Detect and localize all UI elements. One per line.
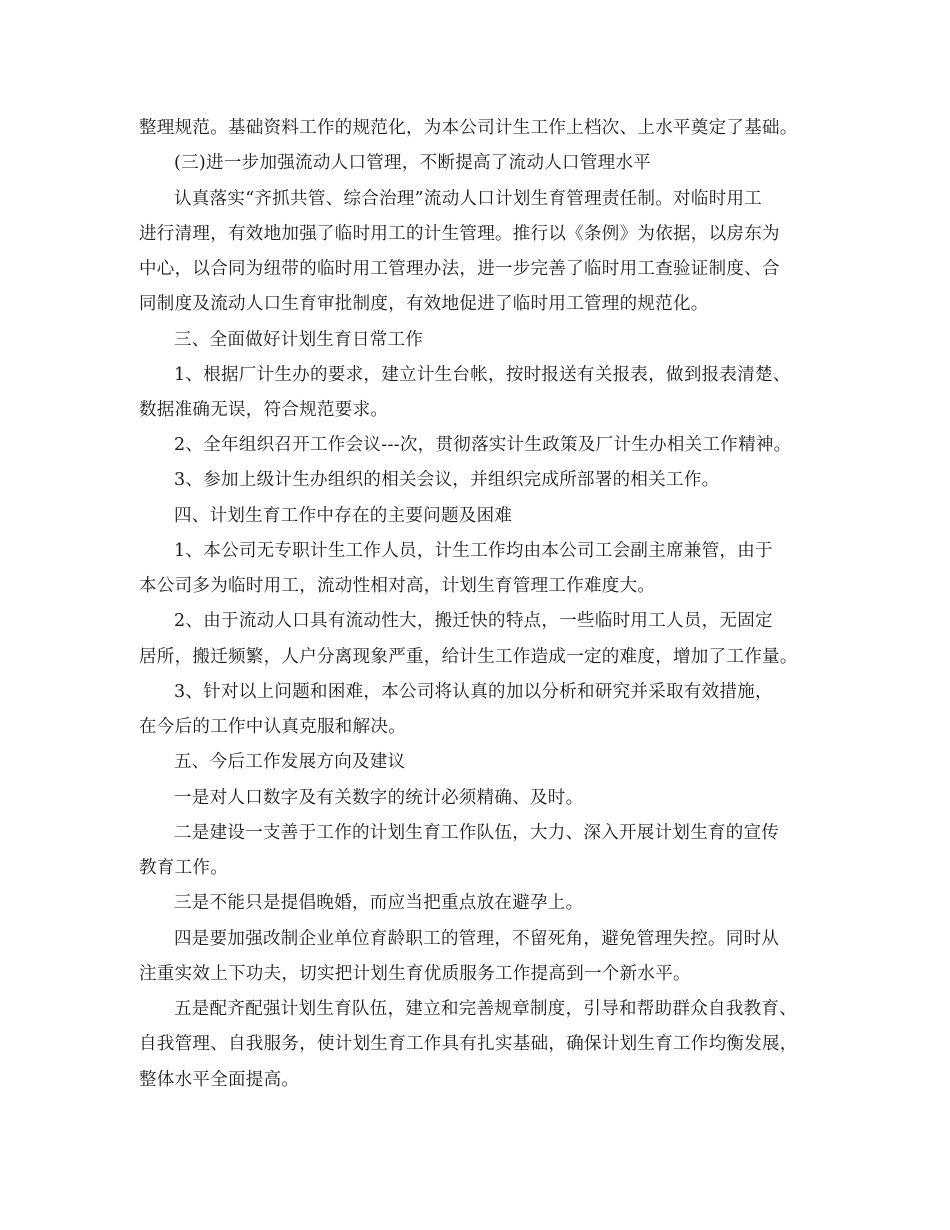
section-heading-3-sub: (三)进一步加强流动人口管理，不断提高了流动人口管理水平 — [174, 153, 652, 173]
text-line-14: 本公司多为临时用工，流动性相对高，计划生育管理工作难度大。 — [139, 576, 656, 596]
text-line-18: 在今后的工作中认真克服和解决。 — [139, 717, 406, 737]
text-line-20: 一是对人口数字及有关数字的统计必须精确、及时。 — [174, 788, 584, 808]
text-line-15: 2、由于流动人口具有流动性大，搬迁快的特点，一些临时用工人员，无固定 — [174, 611, 773, 631]
text-line-28: 整体水平全面提高。 — [139, 1070, 300, 1090]
text-line-27: 自我管理、自我服务，使计划生育工作具有扎实基础，确保计划生育工作均衡发展， — [139, 1034, 798, 1054]
text-line-11: 3、参加上级计生办组织的相关会议，并组织完成所部署的相关工作。 — [174, 470, 720, 490]
text-line-22: 教育工作。 — [139, 858, 228, 878]
text-line-13: 1、本公司无专职计生工作人员，计生工作均由本公司工会副主席兼管，由于 — [174, 541, 773, 561]
text-line-4: 进行清理，有效地加强了临时用工的计生管理。推行以《条例》为依据，以房东为 — [139, 224, 780, 244]
text-line-10: 2、全年组织召开工作会议---次，贯彻落实计生政策及厂计生办相关工作精神。 — [174, 435, 792, 455]
text-line-17: 3、针对以上问题和困难，本公司将认真的加以分析和研究并采取有效措施， — [174, 682, 773, 702]
text-line-21: 二是建设一支善于工作的计划生育工作队伍，大力、深入开展计划生育的宣传 — [174, 823, 780, 843]
text-line-9: 数据准确无误，符合规范要求。 — [139, 400, 389, 420]
text-line-26: 五是配齐配强计划生育队伍，建立和完善规章制度，引导和帮助群众自我教育、 — [174, 999, 797, 1019]
section-heading-three: 三、全面做好计划生育日常工作 — [174, 330, 424, 350]
text-line-8: 1、根据厂计生办的要求，建立计生台帐，按时报送有关报表，做到报表清楚、 — [174, 365, 791, 385]
text-line-23: 三是不能只是提倡晚婚，而应当把重点放在避孕上。 — [174, 893, 584, 913]
text-line-3: 认真落实“齐抓共管、综合治理”流动人口计划生育管理责任制。对临时用工 — [174, 189, 763, 209]
text-line-25: 注重实效上下功夫，切实把计划生育优质服务工作提高到一个新水平。 — [139, 964, 691, 984]
text-line-1: 整理规范。基础资料工作的规范化，为本公司计生工作上档次、上水平奠定了基础。 — [139, 118, 798, 138]
text-line-24: 四是要加强改制企业单位育龄职工的管理，不留死角，避免管理失控。同时从 — [174, 929, 780, 949]
text-line-6: 同制度及流动人口生育审批制度，有效地促进了临时用工管理的规范化。 — [139, 294, 709, 314]
text-line-5: 中心，以合同为纽带的临时用工管理办法，进一步完善了临时用工查验证制度、合 — [139, 259, 780, 279]
section-heading-five: 五、今后工作发展方向及建议 — [174, 752, 406, 772]
section-heading-four: 四、计划生育工作中存在的主要问题及困难 — [174, 506, 513, 526]
text-line-16: 居所，搬迁频繁，人户分离现象严重，给计生工作造成一定的难度，增加了工作量。 — [139, 647, 798, 667]
